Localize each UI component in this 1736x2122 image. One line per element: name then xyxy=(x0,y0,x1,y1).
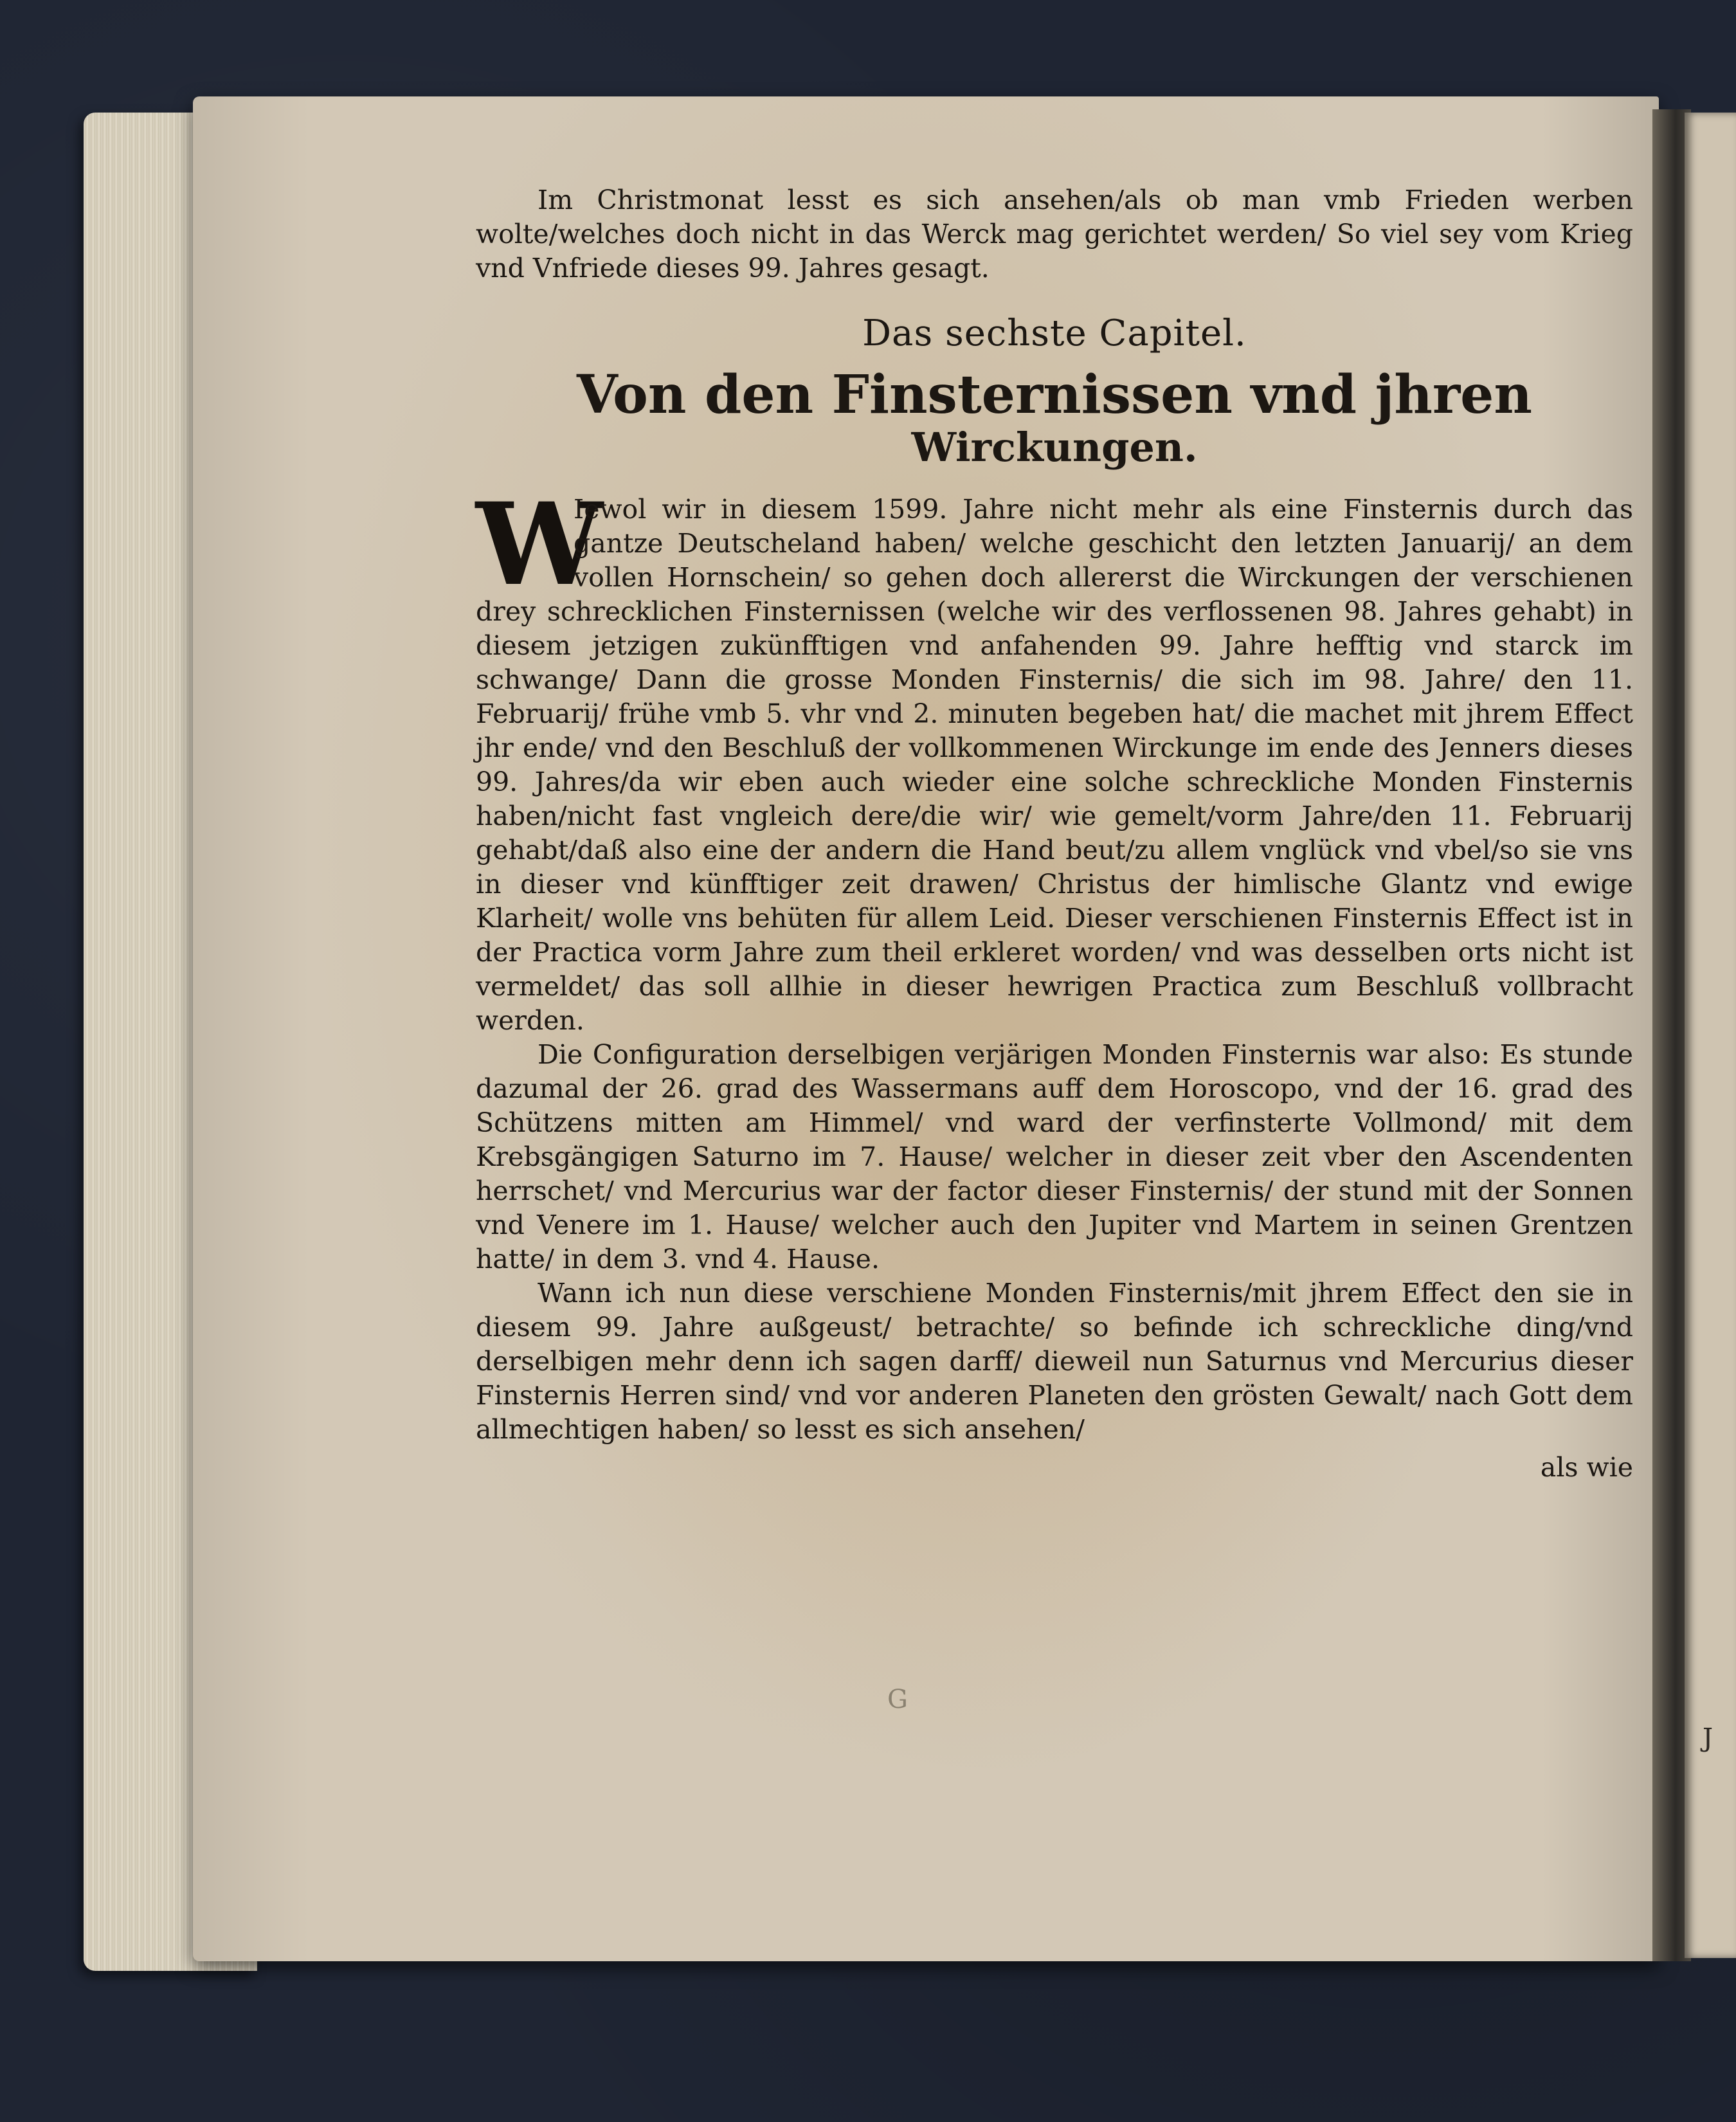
chapter-title: Von den Finsternissen vnd jhren xyxy=(577,364,1532,426)
paragraph-eclipse-intro xyxy=(476,478,1633,1038)
signature-mark: G xyxy=(887,1685,908,1714)
page-text-block xyxy=(476,183,1633,1485)
facing-page-edge xyxy=(1685,113,1736,1958)
paragraph-eclipse-intro-text: Iewol wir in diesem 1599. Jahre nicht mehr als eine Finsternis durch das gantze Deutscheland haben/ welche geschicht den letzten Januarij/ an dem vollen Hornschein/ so gehen doch allererst die Wirckungen der verschienen drey schrecklichen Finsternissen (welche wir des verflossenen 98. Jahres gehabt) in diesem jetzigen zukünfftigen vnd anfahenden 99. Jahre hefftig vnd starck im schwange/ Dann die grosse Monden Finsternis/ die sich im 98. Jahre/ den 11. Februarij/ frühe vmb 5. vhr vnd 2. minuten begeben hat/ die machet mit jhrem Effect jhr ende/ vnd den Beschluß der vollkommenen Wirckunge im ende des Jenners dieses 99. Jahres/da wir eben auch wieder eine solche schreckliche Monden Finsternis haben/nicht fast vngleich dere/die wir/ wie gemelt/vorm Jahre/den 11. Februarij gehabt/daß also eine der andern die Hand beut/zu allem vnglück vnd vbel/so sie vns in dieser vnd künfftiger zeit drawen/ Christus der himlische Glantz vnd ewige Klarheit/ wolle vns behüten für allem Leid. Dieser verschienen Finsternis Effect ist in der Practica vorm Jahre zum theil erkleret worden/ vnd was desselben orts nicht ist vermeldet/ das soll allhie in dieser hewrigen Practica zum Beschluß vollbracht werden. xyxy=(476,494,1633,1036)
chapter-label: Das sechste Capitel. xyxy=(862,313,1247,354)
paragraph-effects: Wann ich nun diese verschiene Monden Finsternis/mit jhrem Effect den sie in diesem 99. Jahre außgeust/ betrachte/ so befinde ich schreckliche ding/vnd derselbigen mehr denn ich sagen darff/ dieweil nun Saturnus vnd Mercurius dieser Finsternis Herren sind/ vnd vor anderen Planeten den grösten Gewalt/ nach Gott dem allmechtigen haben/ so lesst es sich ansehen/ xyxy=(476,1278,1633,1445)
paragraph-configuration: Die Configuration derselbigen verjärigen Monden Finsternis war also: Es stunde dazumal der 26. grad des Wassermans auff dem Horoscopo, vnd der 16. grad des Schützens mitten am Himmel/ vnd ward der verfinsterte Vollmond/ mit dem Krebsgängigen Saturno im 7. Hause/ welcher in dieser zeit vber den Ascendenten herrschet/ vnd Mercurius war der factor dieser Finsternis/ der stund mit der Sonnen vnd Venere im 1. Hause/ welcher auch den Jupiter vnd Martem in seinen Grentzen hatte/ in dem 3. vnd 4. Hause. xyxy=(476,1039,1633,1274)
paragraph-war-conclusion: Im Christmonat lesst es sich ansehen/als ob man vmb Frieden werben wolte/welches doch nicht in das Werck mag gerichtet werden/ So viel sey vom Krieg vnd Vnfriede dieses 99. Jahres gesagt. xyxy=(476,185,1633,284)
catchword: als wie xyxy=(1540,1452,1633,1483)
decorated-initial: W xyxy=(476,478,603,611)
chapter-subtitle: Wirckungen. xyxy=(911,424,1198,471)
facing-page-letter: J xyxy=(1703,1723,1713,1753)
